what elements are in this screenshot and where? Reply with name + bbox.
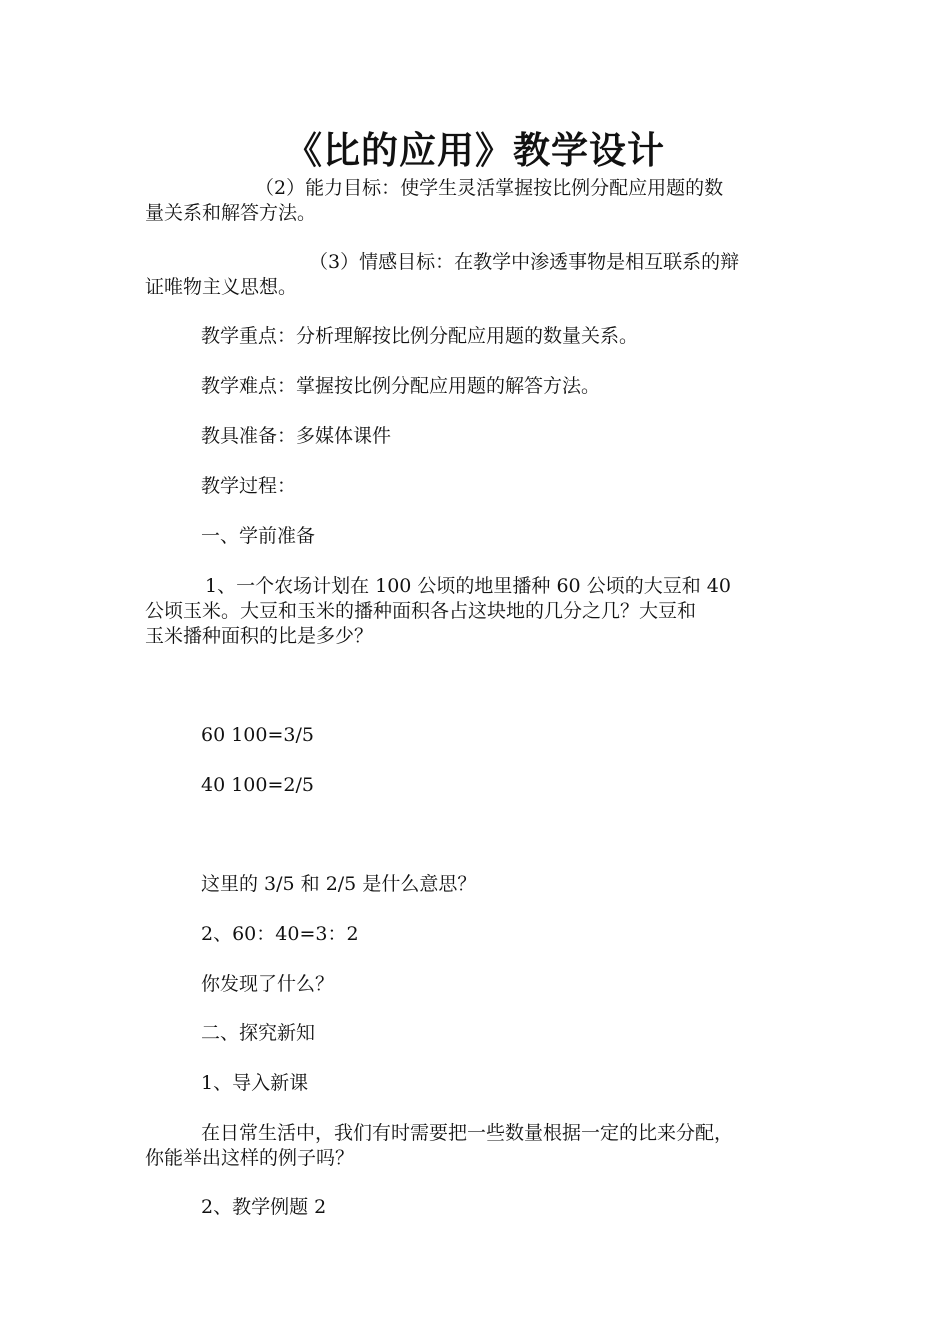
subsection-heading: 1、导入新课 bbox=[201, 1072, 309, 1094]
key-point-paragraph: 教学重点：分析理解按比例分配应用题的数量关系。 bbox=[201, 325, 639, 347]
paragraph-line: 1、一个农场计划在 100 公顷的地里播种 60 公顷的大豆和 40 bbox=[205, 575, 731, 597]
paragraph-line: 在日常生活中，我们有时需要把一些数量根据一定的比来分配， bbox=[201, 1122, 734, 1144]
paragraph-line: （2）能力目标：使学生灵活掌握按比例分配应用题的数 bbox=[255, 177, 724, 199]
subsection-heading: 2、教学例题 2 bbox=[201, 1196, 327, 1218]
paragraph-line: 量关系和解答方法。 bbox=[145, 202, 317, 224]
section-heading: 二、探究新知 bbox=[201, 1022, 316, 1044]
teaching-process-heading: 教学过程： bbox=[201, 475, 297, 497]
paragraph-line: 你能举出这样的例子吗？ bbox=[145, 1147, 355, 1169]
emotion-goal-paragraph bbox=[145, 250, 810, 300]
question-paragraph: 这里的 3/5 和 2/5 是什么意思？ bbox=[201, 873, 477, 895]
question-paragraph: 你发现了什么？ bbox=[201, 973, 335, 995]
problem-paragraph bbox=[145, 574, 810, 649]
paragraph-line: 证唯物主义思想。 bbox=[145, 276, 298, 298]
teaching-aids-paragraph: 教具准备：多媒体课件 bbox=[201, 425, 392, 447]
section-heading: 一、学前准备 bbox=[201, 525, 316, 547]
equation-line: 40 100=2/5 bbox=[201, 774, 314, 796]
paragraph-line: 玉米播种面积的比是多少？ bbox=[145, 625, 374, 647]
paragraph-line: 公顷玉米。大豆和玉米的播种面积各占这块地的几分之几？大豆和 bbox=[145, 600, 697, 622]
ability-goal-paragraph bbox=[145, 176, 810, 226]
paragraph-line: （3）情感目标：在教学中渗透事物是相互联系的辩 bbox=[309, 251, 740, 273]
document-title: 《比的应用》教学设计 bbox=[285, 128, 665, 172]
ratio-paragraph: 2、60：40=3：2 bbox=[201, 923, 359, 945]
equation-line: 60 100=3/5 bbox=[201, 724, 314, 746]
intro-paragraph bbox=[145, 1121, 810, 1171]
difficulty-paragraph: 教学难点：掌握按比例分配应用题的解答方法。 bbox=[201, 375, 601, 397]
